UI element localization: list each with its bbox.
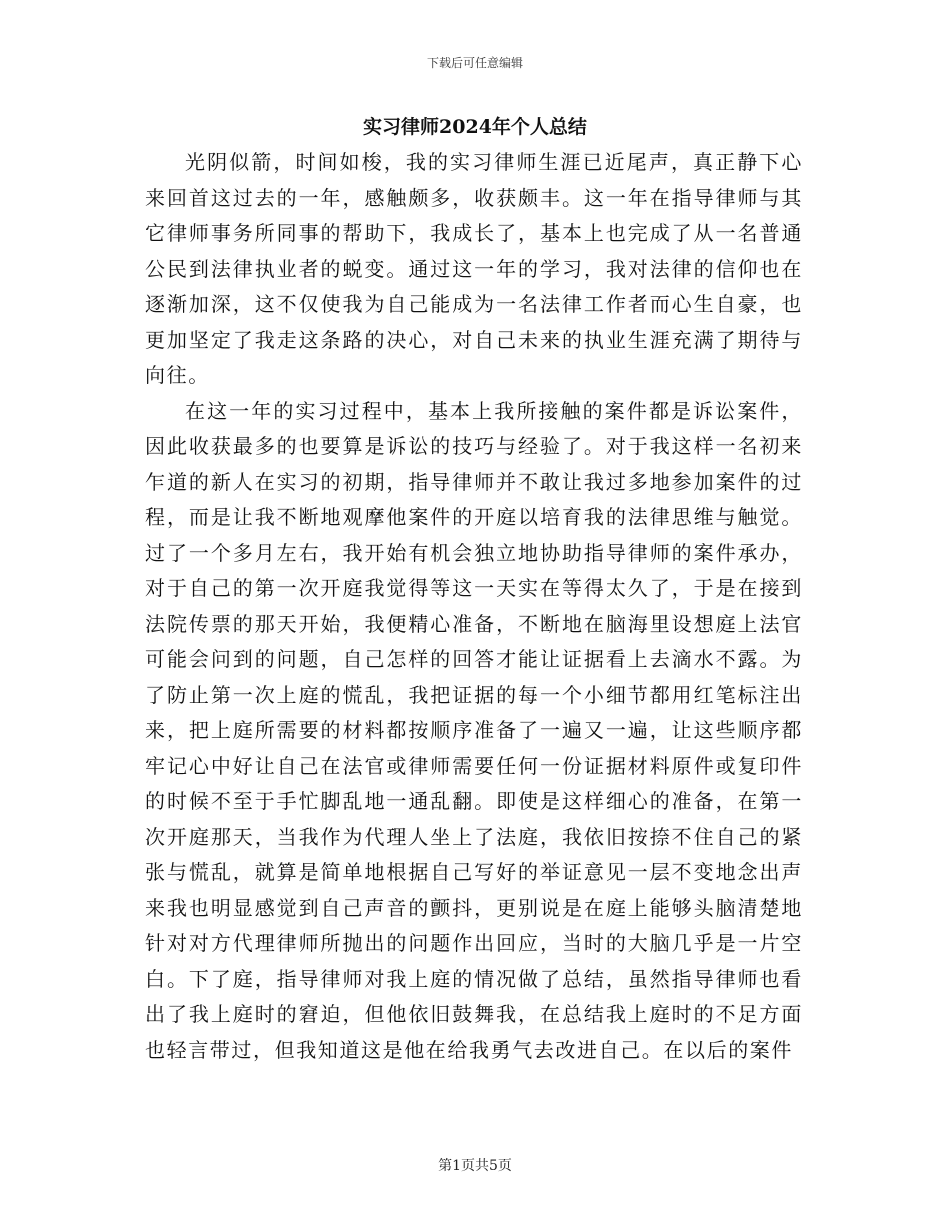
document-title: 实习律师2024年个人总结 [363,116,587,138]
header-note: 下载后可任意编辑 [426,56,523,70]
page-number: 第1页共5页 [438,1158,512,1174]
paragraph-2: 在这一年的实习过程中，基本上我所接触的案件都是诉讼案件，因此收获最多的也要算是诉讼的技巧与经验了。对于我这样一名初来乍道的新人在实习的初期，指导律师并不敢让我过多地参加案件的过程，而是让我不断地观摩他案件的开庭以培育我的法律思维与触觉。过了一个多月左右，我开始有机会独立地协助指导律师的案件承办，对于自己的第一次开庭我觉得等这一天实在等得太久了，于是在接到法院传票的那天开始，我便精心准备，不断地在脑海里设想庭上法官可能会问到的问题，自己怎样的回答才能让证据看上去滴水不露。为了防止第一次上庭的慌乱，我把证据的每一个小细节都用红笔标注出来，把上庭所需要的材料都按顺序准备了一遍又一遍，让这些顺序都牢记心中好让自己在法官或律师需要任何一份证据材料原件或复印件的时候不至于手忙脚乱地一通乱翻。即使是这样细心的准备，在第一次开庭那天，当我作为代理人坐上了法庭，我依旧按捺不住自己的紧张与慌乱，就算是简单地根据自己写好的举证意见一层不变地念出声来我也明显感觉到自己声音的颤抖，更别说是在庭上能够头脑清楚地针对对方代理律师所抛出的问题作出回应，当时的大脑几乎是一片空白。下了庭，指导律师对我上庭的情况做了总结，虽然指导律师也看出了我上庭时的窘迫，但他依旧鼓舞我，在总结我上庭时的不足方面也轻言带过，但我知道这是他在给我勇气去改进自己。在以后的案件 [145,398,803,1062]
paragraph-1: 光阴似箭，时间如梭，我的实习律师生涯已近尾声，真正静下心来回首这过去的一年，感触颇多，收获颇丰。这一年在指导律师与其它律师事务所同事的帮助下，我成长了，基本上也完成了从一名普通公民到法律执业者的蜕变。通过这一年的学习，我对法律的信仰也在逐渐加深，这不仅使我为自己能成为一名法律工作者而心生自豪，也更加坚定了我走这条路的决心，对自己未来的执业生涯充满了期待与向往。 [145,150,803,387]
document-body [145,145,803,1068]
